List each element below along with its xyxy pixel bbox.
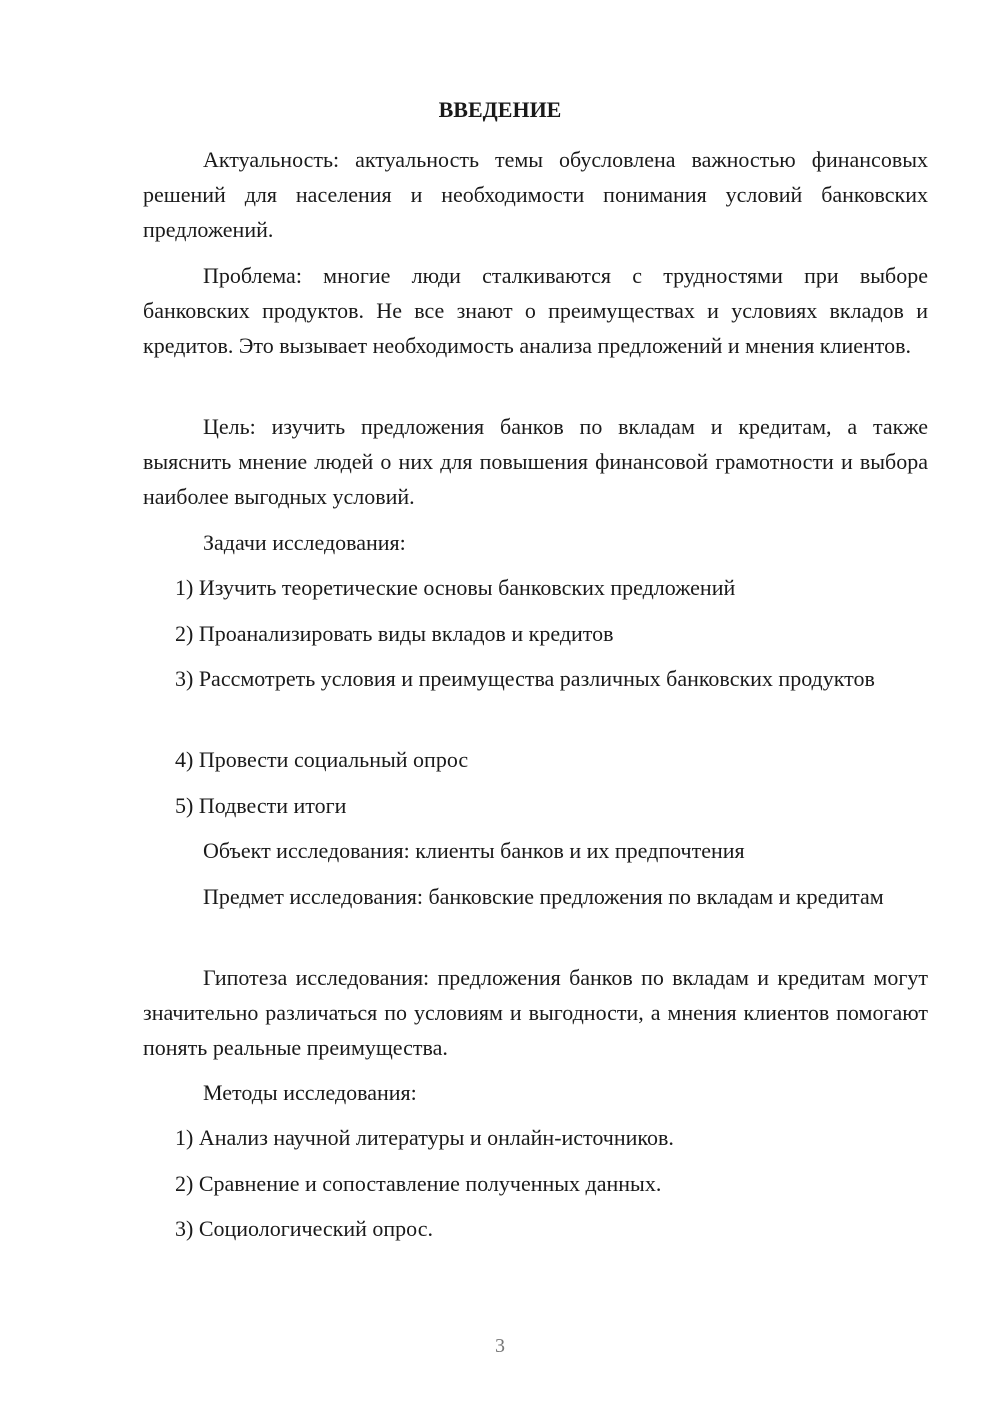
task-item: 4) Провести социальный опрос — [175, 747, 469, 772]
task-item: 5) Подвести итоги — [175, 793, 347, 818]
page-heading: ВВЕДЕНИЕ — [438, 97, 562, 122]
methods-title: Методы исследования: — [203, 1080, 417, 1105]
method-item: 1) Анализ научной литературы и онлайн-источников. — [175, 1125, 674, 1150]
task-item: 1) Изучить теоретические основы банковских предложений — [175, 575, 736, 600]
problem-paragraph: Проблема: многие люди сталкиваются с трудностями при выборе банковских продуктов. Не все знают о преимуществах и условиях вкладов и кредитов. Это вызывает необходимость анализа предложений и мнения клиентов. — [143, 263, 928, 358]
task-item: 3) Рассмотреть условия и преимущества различных банковских продуктов — [175, 666, 875, 691]
method-item: 3) Социологический опрос. — [175, 1216, 433, 1241]
hypothesis-paragraph: Гипотеза исследования: предложения банков по вкладам и кредитам могут значительно различаться по условиям и выгодности, а мнения клиентов помогают понять реальные преимущества. — [143, 965, 928, 1060]
relevance-paragraph: Актуальность: актуальность темы обусловлена важностью финансовых решений для населения и необходимости понимания условий банковских предложений. — [143, 147, 928, 242]
method-item: 2) Сравнение и сопоставление полученных данных. — [175, 1171, 662, 1196]
task-item: 2) Проанализировать виды вкладов и кредитов — [175, 621, 614, 646]
tasks-title: Задачи исследования: — [203, 530, 406, 555]
object-paragraph: Объект исследования: клиенты банков и их предпочтения — [203, 838, 745, 863]
goal-paragraph: Цель: изучить предложения банков по вкладам и кредитам, а также выяснить мнение людей о них для повышения финансовой грамотности и выбора наиболее выгодных условий. — [143, 414, 928, 509]
subject-paragraph: Предмет исследования: банковские предложения по вкладам и кредитам — [203, 884, 884, 909]
page-number: 3 — [495, 1335, 505, 1357]
